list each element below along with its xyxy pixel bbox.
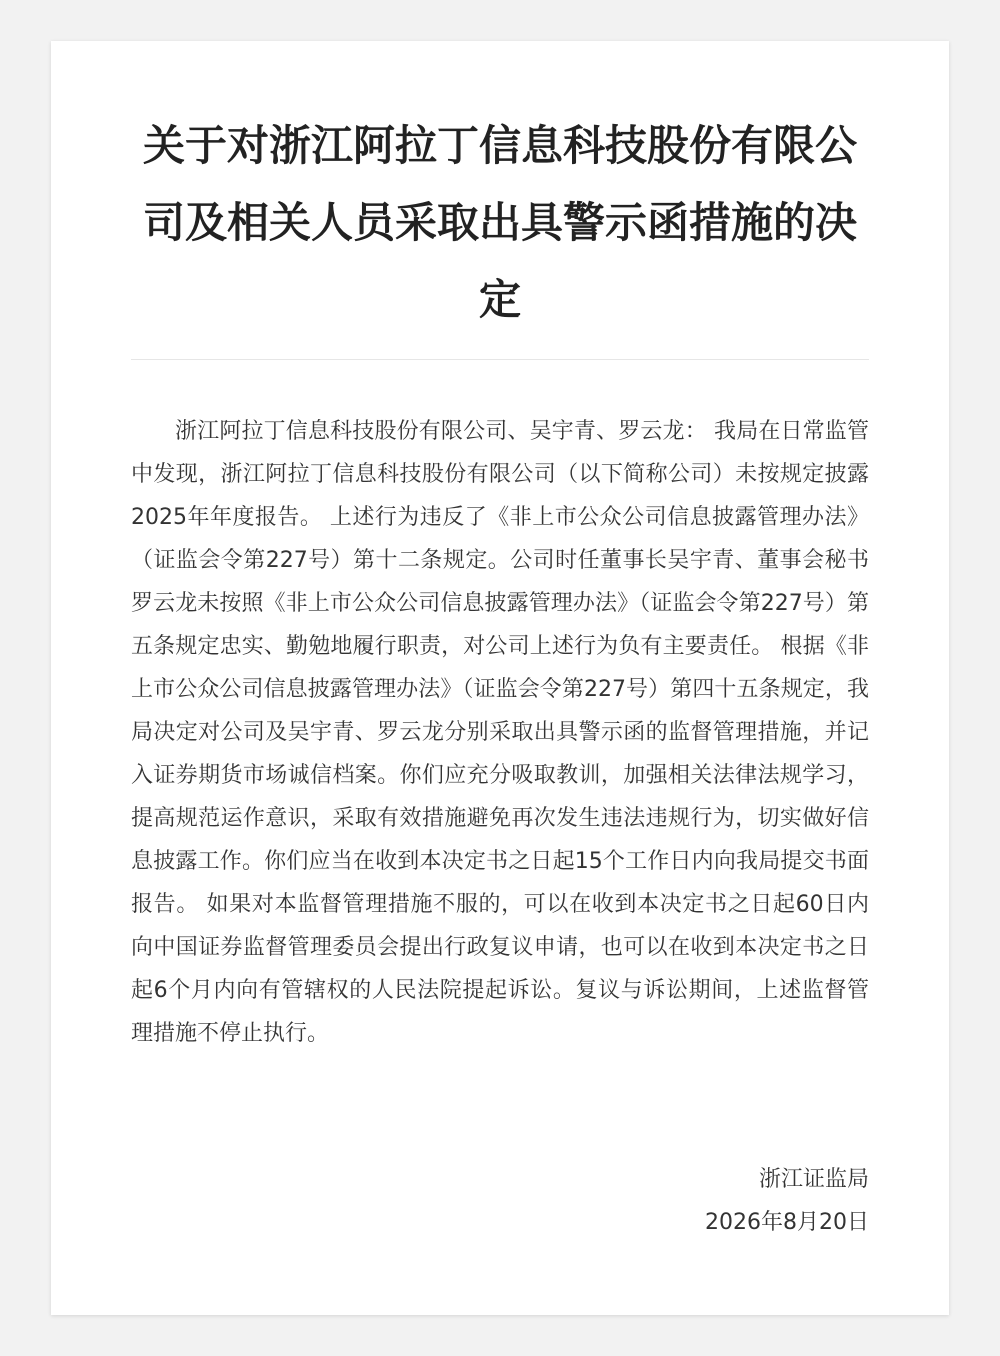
document-body: 浙江阿拉丁信息科技股份有限公司、吴宇青、罗云龙： 我局在日常监管中发现，浙江阿拉丁信息科技股份有限公司（以下简称公司）未按规定披露2025年年度报告。 上述行为违反了《非上市公众公司信息披露管理办法》（证监会令第227号）第十二条规定。公司时任董事长吴宇青、董事会秘书罗云龙未按照《非上市公众公司信息披露管理办法》（证监会令第227号）第五条规定忠实、勤勉地履行职责，对公司上述行为负有主要责任。 根据《非上市公众公司信息披露管理办法》（证监会令第227号）第四十五条规定，我局决定对公司及吴宇青、罗云龙分别采取出具警示函的监督管理措施，并记入证券期货市场诚信档案。你们应充分吸取教训，加强相关法律法规学习，提高规范运作意识，采取有效措施避免再次发生违法违规行为，切实做好信息披露工作。你们应当在收到本决定书之日起15个工作日内向我局提交书面报告。 如果对本监督管理措施不服的，可以在收到本决定书之日起60日内向中国证券监督管理委员会提出行政复议申请，也可以在收到本决定书之日起6个月内向有管辖权的人民法院提起诉讼。复议与诉讼期间，上述监督管理措施不停止执行。 [131,419,869,1046]
document-title: 关于对浙江阿拉丁信息科技股份有限公司及相关人员采取出具警示函措施的决定 [142,121,857,324]
title-divider [131,359,869,360]
document-page [51,41,949,1315]
issue-date: 2026年8月20日 [705,1210,869,1235]
issuer-name: 浙江证监局 [758,1167,869,1192]
signature-block [705,1158,869,1244]
